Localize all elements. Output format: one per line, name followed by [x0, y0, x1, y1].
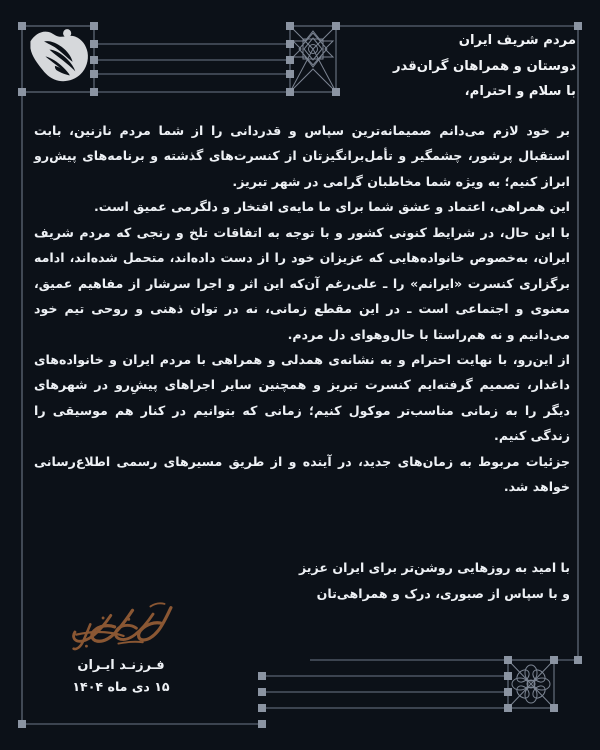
body-paragraph-2: این همراهی، اعتماد و عشق شما برای ما مایه‌ی افتخار و دلگرمی عمیق است.: [93, 199, 570, 215]
body-paragraph-1: بر خود لازم می‌دانم صمیمانه‌ترین سپاس و قدردانی را از شما مردم نازنین، بابت استقبال پرشور، چشمگیر و تأمل‌برانگیزتان از کنسرت‌های گذشته و برنامه‌های پیش‌رو ابراز کنیم؛ به ویژه شما مخاطبان گرامی در شهر تبریز.: [34, 123, 570, 189]
signature-role: فـرزنـد ایـران: [77, 658, 165, 673]
closing-line-2: و با سپاس از صبوری، درک و همراهی‌تان: [316, 585, 570, 601]
signature-block: [36, 596, 206, 694]
body-paragraph-4: از این‌رو، با نهایت احترام و به نشانه‌ی همدلی و همراهی با مردم ایران و خانواده‌های داغدار، تصمیم گرفته‌ایم کنسرت تبریز و همچنین سایر اجراهای پیشِ‌رو در شهرهای دیگر را به زمانی مناسب‌تر موکول کنیم؛ زمانی که بتوانیم در کنار هم موسیقی را زندگی کنیم.: [34, 351, 570, 444]
bottom-ornament-icon: [508, 660, 554, 708]
closing-block: [240, 555, 570, 607]
body-text-block: [34, 118, 570, 500]
salutation-block: [346, 28, 576, 105]
salutation-line-2: دوستان و همراهان گران‌قدر: [392, 58, 576, 74]
signature-date: ۱۵ دی ماه ۱۴۰۴: [72, 679, 170, 694]
body-paragraph-3: با این حال، در شرایط کنونی کشور و با توجه به اتفاقات تلخ و رنجی که مردم شریف ایران، به‌خصوص خانواده‌هایی که عزیزان خود را از دست داده‌اند، متحمل شده‌اند، ادامه برگزاری کنسرت «ایرانم» را ـ علی‌رغم آن‌که این اثر و اجرا سرشار از مفاهیم عمیق، معنوی و اجتماعی است ـ در این مقطع زمانی، نه در توان ذهنی و روحی تیم خود می‌دانیم و نه هم‌راستا با حال‌وهوای دل مردم.: [34, 224, 570, 342]
salutation-line-1: مردم شریف ایران: [458, 33, 576, 48]
iran-map-calligraphy-icon: [25, 18, 93, 90]
body-paragraph-5: جزئیات مربوط به زمان‌های جدید، در آینده و از طریق مسیرهای رسمی اطلاع‌رسانی خواهد شد.: [34, 453, 570, 495]
handwritten-signature-icon: [57, 596, 185, 654]
salutation-line-3: با سلام و احترام،: [464, 84, 576, 100]
top-ornament-icon: [290, 26, 336, 92]
closing-line-1: با امید به روزهایی روشن‌تر برای ایران عزیز: [298, 560, 570, 575]
